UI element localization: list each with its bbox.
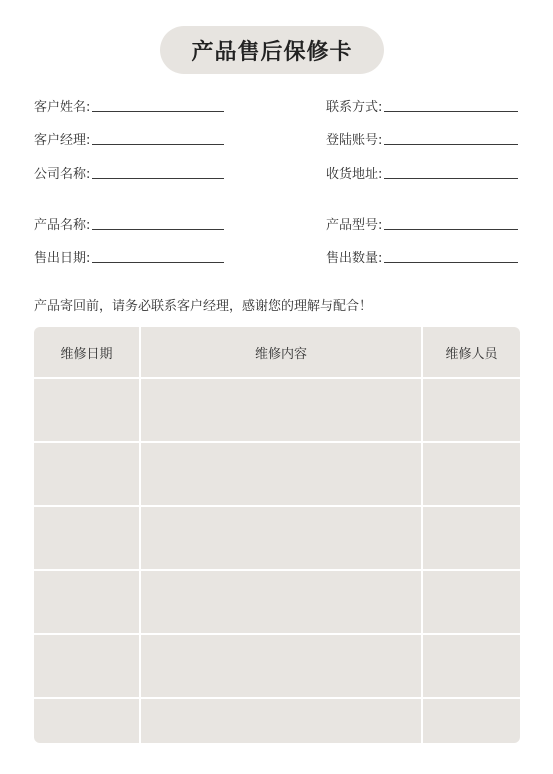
table-cell[interactable]	[34, 507, 139, 569]
table-cell[interactable]	[423, 443, 520, 505]
table-cell[interactable]	[423, 699, 520, 743]
repair-table	[34, 327, 520, 743]
table-cell[interactable]	[141, 443, 421, 505]
table-cell[interactable]	[34, 635, 139, 697]
table-cell[interactable]	[423, 571, 520, 633]
table-cell[interactable]	[34, 443, 139, 505]
product-name-line[interactable]	[92, 229, 224, 230]
account-label: 登陆账号:	[326, 133, 383, 148]
header-repair-content: 维修内容	[141, 327, 421, 377]
table-cell[interactable]	[141, 379, 421, 441]
page-title: 产品售后保修卡	[160, 26, 384, 74]
table-cell[interactable]	[34, 571, 139, 633]
manager-field[interactable]	[34, 129, 224, 149]
company-field[interactable]	[34, 163, 224, 183]
product-name-field[interactable]	[34, 214, 224, 234]
product-name-label: 产品名称:	[34, 218, 91, 233]
table-cell[interactable]	[423, 507, 520, 569]
sale-qty-line[interactable]	[384, 262, 518, 263]
manager-label: 客户经理:	[34, 133, 91, 148]
company-label: 公司名称:	[34, 167, 91, 182]
account-line[interactable]	[384, 144, 518, 145]
address-line[interactable]	[384, 178, 518, 179]
table-cell[interactable]	[141, 571, 421, 633]
sale-date-line[interactable]	[92, 262, 224, 263]
contact-field[interactable]	[326, 96, 518, 116]
table-cell[interactable]	[423, 379, 520, 441]
header-repair-staff: 维修人员	[423, 327, 520, 377]
customer-name-line[interactable]	[92, 111, 224, 112]
address-field[interactable]	[326, 163, 518, 183]
product-model-label: 产品型号:	[326, 218, 383, 233]
repair-grid	[34, 327, 520, 743]
address-label: 收货地址:	[326, 167, 383, 182]
sale-qty-field[interactable]	[326, 247, 518, 267]
customer-name-label: 客户姓名:	[34, 100, 91, 115]
header-repair-date: 维修日期	[34, 327, 139, 377]
table-cell[interactable]	[423, 635, 520, 697]
sale-date-field[interactable]	[34, 247, 224, 267]
product-model-field[interactable]	[326, 214, 518, 234]
product-model-line[interactable]	[384, 229, 518, 230]
table-cell[interactable]	[34, 699, 139, 743]
account-field[interactable]	[326, 129, 518, 149]
contact-label: 联系方式:	[326, 100, 383, 115]
table-cell[interactable]	[141, 635, 421, 697]
table-cell[interactable]	[141, 507, 421, 569]
table-cell[interactable]	[34, 379, 139, 441]
sale-qty-label: 售出数量:	[326, 251, 383, 266]
customer-name-field[interactable]	[34, 96, 224, 116]
company-line[interactable]	[92, 178, 224, 179]
table-cell[interactable]	[141, 699, 421, 743]
contact-line[interactable]	[384, 111, 518, 112]
sale-date-label: 售出日期:	[34, 251, 91, 266]
manager-line[interactable]	[92, 144, 224, 145]
notice-text: 产品寄回前，请务必联系客户经理，感谢您的理解与配合！	[34, 299, 373, 314]
